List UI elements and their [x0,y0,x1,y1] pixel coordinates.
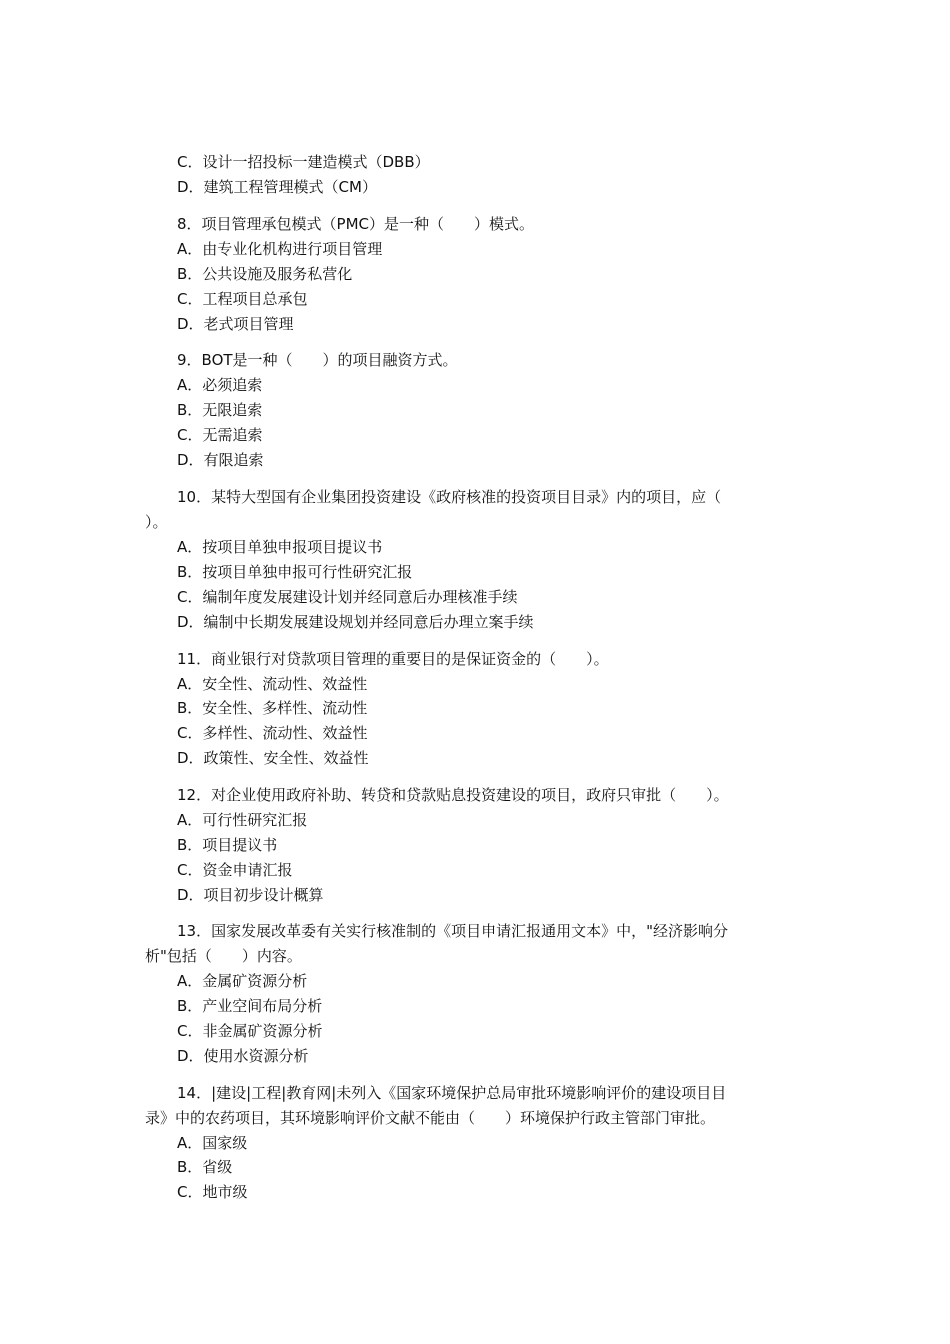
q13-option-a: A．金属矿资源分析 [177,972,308,990]
question-11: 11．商业银行对贷款项目管理的重要目的是保证资金的（ ）。 [177,650,609,668]
q13-option-c: C．非金属矿资源分析 [177,1022,323,1040]
question-13-continued: 析"包括（ ）内容。 [145,947,302,965]
q10-option-a: A．按项目单独申报项目提议书 [177,538,383,556]
q13-option-b: B．产业空间布局分析 [177,997,323,1015]
q10-option-b: B．按项目单独申报可行性研究汇报 [177,563,413,581]
q12-option-d: D．项目初步设计概算 [177,886,324,904]
q14-option-c: C．地市级 [177,1183,248,1201]
q8-option-b: B．公共设施及服务私营化 [177,265,353,283]
q9-option-c: C．无需追索 [177,426,263,444]
q8-option-d: D．老式项目管理 [177,315,294,333]
question-14: 14．|建设|工程|教育网|未列入《国家环境保护总局审批环境影响评价的建设项目目 [177,1084,727,1102]
q11-option-c: C．多样性、流动性、效益性 [177,724,368,742]
q12-option-c: C．资金申请汇报 [177,861,293,879]
question-9: 9．BOT是一种（ ）的项目融资方式。 [177,351,458,369]
q14-option-a: A．国家级 [177,1134,248,1152]
q9-option-a: A．必须追索 [177,376,263,394]
q11-option-d: D．政策性、安全性、效益性 [177,749,369,767]
q14-option-b: B．省级 [177,1158,233,1176]
q8-option-c: C．工程项目总承包 [177,290,308,308]
q8-option-a: A．由专业化机构进行项目管理 [177,240,383,258]
q9-option-b: B．无限追索 [177,401,263,419]
q9-option-d: D．有限追索 [177,451,264,469]
q11-option-b: B．安全性、多样性、流动性 [177,699,368,717]
question-8: 8．项目管理承包模式（PMC）是一种（ ）模式。 [177,215,535,233]
q10-option-c: C．编制年度发展建设计划并经同意后办理核准手续 [177,588,518,606]
q12-option-a: A．可行性研究汇报 [177,811,308,829]
question-10-continued: ）。 [145,513,168,531]
question-14-continued: 录》中的农药项目，其环境影响评价文献不能由（ ）环境保护行政主管部门审批。 [145,1109,716,1127]
question-10: 10．某特大型国有企业集团投资建设《政府核准的投资项目目录》内的项目，应（ [177,488,722,506]
question-12: 12．对企业使用政府补助、转贷和贷款贴息投资建设的项目，政府只审批（ ）。 [177,786,729,804]
q10-option-d: D．编制中长期发展建设规划并经同意后办理立案手续 [177,613,534,631]
option-d-cm: D．建筑工程管理模式（CM） [177,178,377,196]
q12-option-b: B．项目提议书 [177,836,278,854]
q13-option-d: D．使用水资源分析 [177,1047,309,1065]
question-13: 13．国家发展改革委有关实行核准制的《项目申请汇报通用文本》中，"经济影响分 [177,922,728,940]
option-c-dbb: C．设计一招投标一建造模式（DBB） [177,153,430,171]
q11-option-a: A．安全性、流动性、效益性 [177,675,368,693]
